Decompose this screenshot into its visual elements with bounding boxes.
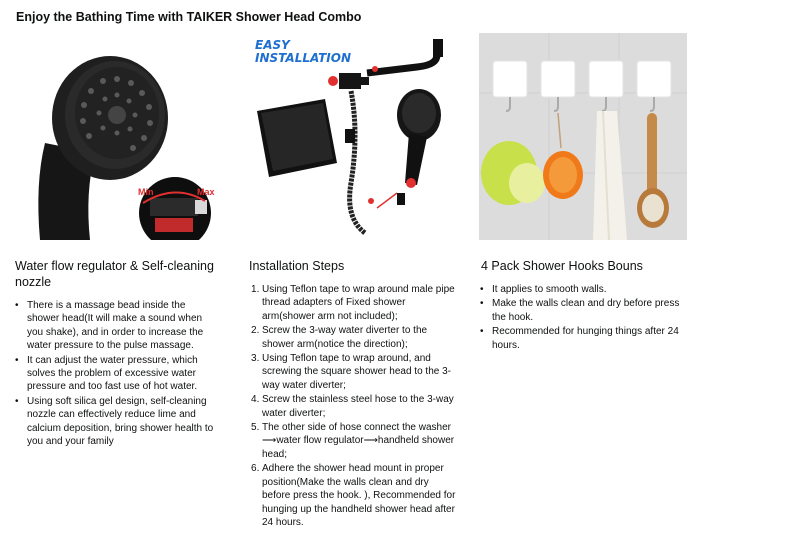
feature-column-hooks bbox=[479, 33, 707, 353]
min-label: Min bbox=[138, 187, 154, 197]
list-item: The other side of hose connect the washer ⟶water flow regulator⟶handheld shower head; bbox=[262, 422, 455, 460]
column-heading: Installation Steps bbox=[249, 259, 345, 273]
list-item: • It can adjust the water pressure, which solves the problem of excessive water pressure and too fast use of hot water. bbox=[14, 354, 219, 394]
list-item: Using Teflon tape to wrap around, and screwing the square shower head to the 3-way water diverter; bbox=[262, 353, 451, 391]
feature-list bbox=[14, 299, 219, 448]
feature-column-water-flow bbox=[14, 33, 242, 449]
feature-column-installation bbox=[247, 33, 475, 530]
easy-label: EASY bbox=[255, 38, 290, 52]
max-label: Max bbox=[197, 187, 215, 197]
installation-diagram-image bbox=[247, 33, 455, 240]
list-item: • Using soft silica gel design, self-cleaning nozzle can effectively reduce lime and calcium deposition, bring shower health to you and your family bbox=[14, 395, 219, 449]
list-item: Adhere the shower head mount in proper position(Make the walls clean and dry before press the hook. ), Recommended for hunging up the handheld shower head after 24 hours. bbox=[262, 463, 456, 528]
list-item: • It applies to smooth walls. bbox=[479, 283, 691, 296]
page-title: Enjoy the Bathing Time with TAIKER Shower Head Combo bbox=[16, 10, 362, 24]
list-item: • There is a massage bead inside the shower head(It will make a sound when you shake), and in order to increase the water pressure to the pulse massage. bbox=[14, 299, 219, 353]
installation-steps-list bbox=[247, 283, 457, 529]
list-item: Using Teflon tape to wrap around male pipe thread adapters of Fixed shower arm(shower arm not included); bbox=[262, 284, 455, 322]
wall-hooks-image bbox=[479, 33, 687, 240]
column-heading: Water flow regulator & Self-cleaning nozzle bbox=[15, 259, 214, 289]
list-item: Screw the 3-way water diverter to the shower arm(notice the direction); bbox=[262, 325, 428, 350]
column-heading: 4 Pack Shower Hooks Bouns bbox=[481, 259, 643, 273]
list-item: Screw the stainless steel hose to the 3-way water diverter; bbox=[262, 394, 454, 419]
shower-head-closeup-image bbox=[15, 33, 223, 240]
list-item: • Make the walls clean and dry before press the hook. bbox=[479, 297, 691, 324]
installation-label: INSTALLATION bbox=[255, 51, 352, 65]
feature-list bbox=[479, 283, 691, 352]
list-item: • Recommended for hunging things after 24 hours. bbox=[479, 325, 691, 352]
